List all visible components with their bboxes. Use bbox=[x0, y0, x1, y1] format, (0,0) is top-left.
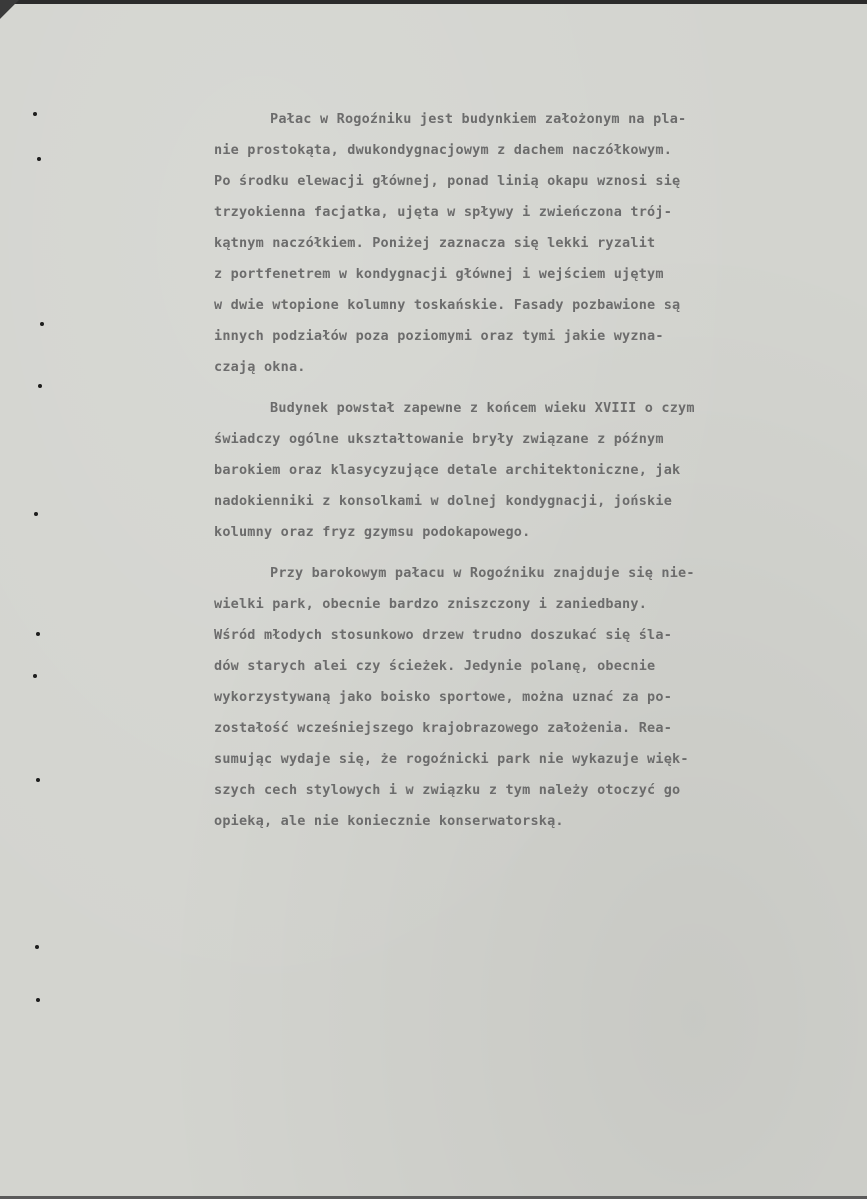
text-line: świadczy ogólne ukształtowanie bryły związane z późnym bbox=[214, 431, 664, 447]
scan-top-edge bbox=[0, 0, 867, 4]
text-line: w dwie wtopione kolumny toskańskie. Fasady pozbawione są bbox=[214, 297, 681, 313]
text-line: dów starych alei czy ścieżek. Jedynie polanę, obecnie bbox=[214, 658, 656, 674]
text-line: wielki park, obecnie bardzo zniszczony i zaniedbany. bbox=[214, 596, 648, 612]
text-line: czają okna. bbox=[214, 359, 306, 375]
margin-speck bbox=[36, 998, 40, 1002]
margin-speck bbox=[36, 778, 40, 782]
margin-speck bbox=[37, 157, 41, 161]
text-line: nie prostokąta, dwukondygnacjowym z dachem naczółkowym. bbox=[214, 142, 673, 158]
text-line: wykorzystywaną jako boisko sportowe, można uznać za po- bbox=[214, 689, 673, 705]
text-line: barokiem oraz klasycyzujące detale architektoniczne, jak bbox=[214, 462, 681, 478]
margin-speck bbox=[34, 512, 38, 516]
folded-corner bbox=[0, 0, 22, 40]
margin-speck bbox=[36, 632, 40, 636]
document-body bbox=[214, 104, 814, 837]
text-line: Budynek powstał zapewne z końcem wieku XVIII o czym bbox=[270, 400, 695, 416]
text-line: z portfenetrem w kondygnacji głównej i wejściem ujętym bbox=[214, 266, 664, 282]
text-line: szych cech stylowych i w związku z tym należy otoczyć go bbox=[214, 782, 681, 798]
text-line: innych podziałów poza poziomymi oraz tymi jakie wyzna- bbox=[214, 328, 664, 344]
text-line: Po środku elewacji głównej, ponad linią okapu wznosi się bbox=[214, 173, 681, 189]
margin-speck bbox=[35, 945, 39, 949]
text-line: nadokienniki z konsolkami w dolnej kondygnacji, jońskie bbox=[214, 493, 673, 509]
text-line: opieką, ale nie koniecznie konserwatorską. bbox=[214, 813, 564, 829]
margin-speck bbox=[33, 112, 37, 116]
text-line: zostałość wcześniejszego krajobrazowego założenia. Rea- bbox=[214, 720, 673, 736]
text-line: kolumny oraz fryz gzymsu podokapowego. bbox=[214, 524, 531, 540]
text-line: sumując wydaje się, że rogoźnicki park nie wykazuje więk- bbox=[214, 751, 689, 767]
text-line: Przy barokowym pałacu w Rogoźniku znajduje się nie- bbox=[270, 565, 695, 581]
text-line: Wśród młodych stosunkowo drzew trudno doszukać się śla- bbox=[214, 627, 673, 643]
text-line: trzyokienna facjatka, ujęta w spływy i zwieńczona trój- bbox=[214, 204, 673, 220]
margin-speck bbox=[40, 322, 44, 326]
margin-speck bbox=[38, 384, 42, 388]
text-line: kątnym naczółkiem. Poniżej zaznacza się lekki ryzalit bbox=[214, 235, 656, 251]
margin-speck bbox=[33, 674, 37, 678]
text-line: Pałac w Rogoźniku jest budynkiem założonym na pla- bbox=[270, 111, 687, 127]
